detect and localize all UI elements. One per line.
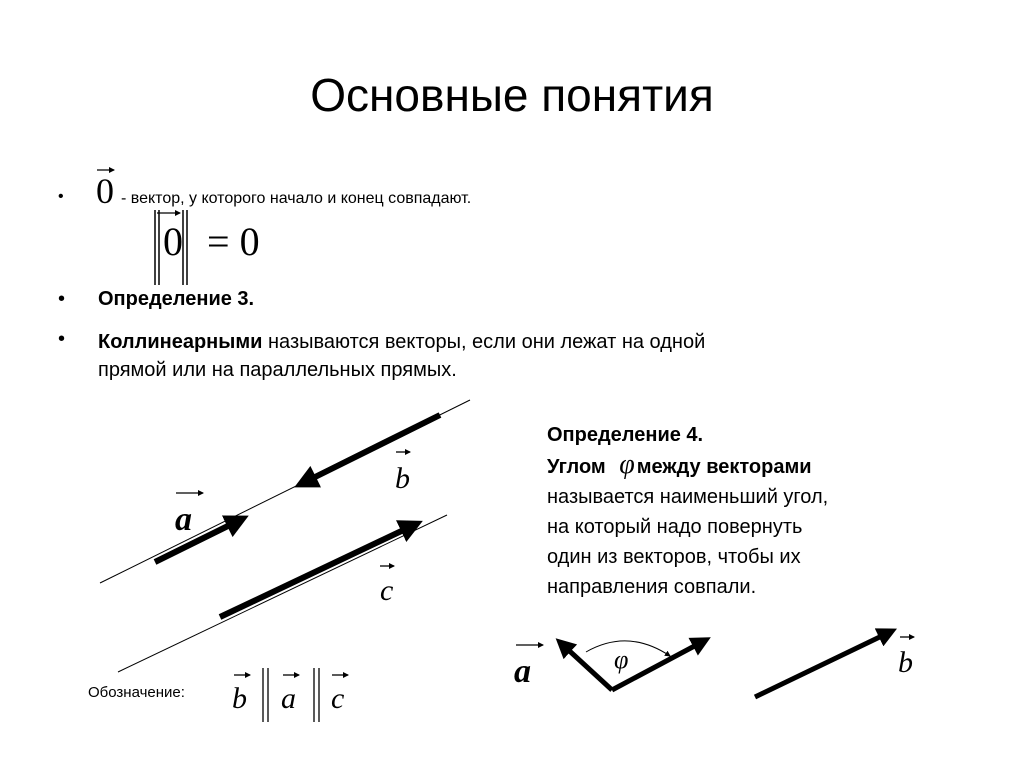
notation-b: b	[232, 682, 247, 715]
def4-line: называется наименьший угол,	[547, 486, 829, 508]
label-a-2: a	[514, 653, 531, 690]
collinear-text-1: называются векторы, если они лежат на одной	[262, 331, 706, 353]
def4-line: один из векторов, чтобы их	[547, 546, 801, 568]
definition-4-heading: Определение 4.	[547, 424, 704, 446]
definition-3-label: Определение 3.	[98, 288, 255, 310]
def4-line: направления совпали.	[547, 576, 757, 598]
notation-c: c	[331, 682, 345, 715]
zero-vector-text: - вектор, у которого начало и конец совпадают.	[121, 190, 472, 207]
label-b-2: b	[898, 646, 913, 679]
angle-vector-a	[563, 645, 612, 690]
formula-zero: 0	[163, 219, 183, 264]
label-c: c	[380, 574, 394, 607]
collinear-text-2: прямой или на параллельных прямых.	[98, 359, 457, 381]
slide-title: Основные понятия	[310, 69, 714, 121]
angle-term-2: между векторами	[636, 456, 812, 478]
angle-term: Углом	[547, 456, 606, 478]
bullet-dot: •	[58, 188, 64, 205]
separate-vector-b	[755, 633, 888, 697]
vector-b	[305, 415, 440, 482]
vector-a	[155, 521, 238, 562]
notation-a: a	[281, 682, 296, 715]
collinear-term: Коллинеарными	[98, 331, 263, 353]
line-2	[118, 515, 447, 672]
notation-label: Обозначение:	[88, 684, 185, 701]
bullet-dot: •	[58, 328, 66, 350]
zero-symbol: 0	[96, 171, 114, 211]
bullet-dot: •	[58, 288, 66, 310]
label-b: b	[395, 462, 410, 495]
formula-equals: =	[207, 219, 230, 264]
label-a: a	[175, 501, 192, 538]
label-phi: φ	[614, 645, 629, 674]
formula-value: 0	[239, 219, 260, 264]
phi-symbol: φ	[619, 449, 635, 480]
def4-line: на который надо повернуть	[547, 516, 803, 538]
